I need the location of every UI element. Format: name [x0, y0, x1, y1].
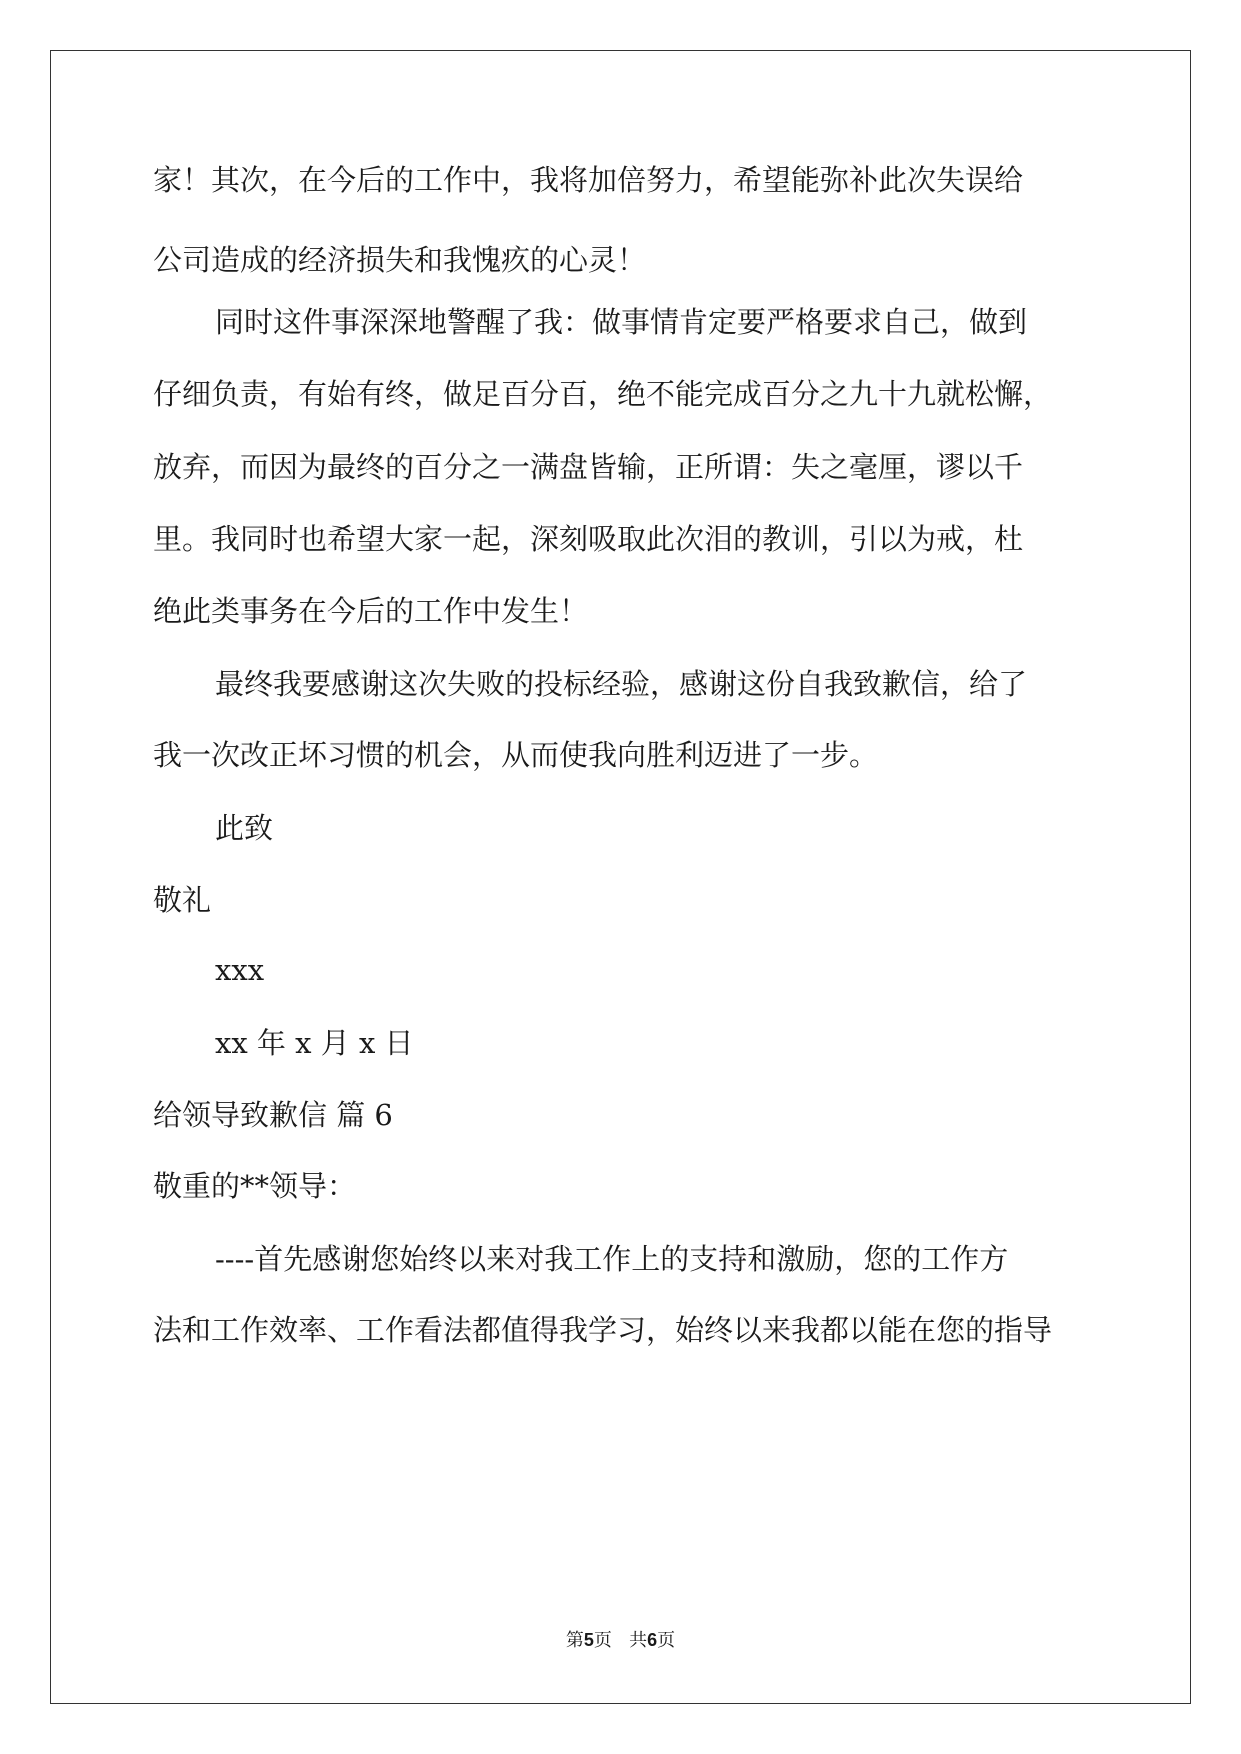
page-border: [50, 50, 1191, 1704]
paragraph-line: 绝此类事务在今后的工作中发生！: [153, 594, 589, 628]
footer-mid: 页 共: [593, 1630, 648, 1651]
page-footer: [0, 1628, 1241, 1653]
footer-suffix: 页: [657, 1630, 676, 1651]
footer-page-number: 5: [583, 1630, 594, 1650]
paragraph-line: 家！其次，在今后的工作中，我将加倍努力，希望能弥补此次失误给: [153, 163, 1024, 197]
signature-name: xxx: [215, 953, 265, 987]
letter-greeting: 敬重的**领导：: [153, 1169, 357, 1203]
paragraph-line: 仔细负责，有始有终，做足百分百，绝不能完成百分之九十九就松懈，: [153, 377, 1053, 411]
paragraph-line: 里。我同时也希望大家一起，深刻吸取此次泪的教训，引以为戒，杜: [153, 522, 1024, 556]
paragraph-line: ----首先感谢您始终以来对我工作上的支持和激励，您的工作方: [215, 1242, 1009, 1276]
closing-regards: 敬礼: [153, 883, 212, 917]
signature-date: xx 年 x 月 x 日: [215, 1026, 414, 1060]
paragraph-line: 同时这件事深深地警醒了我：做事情肯定要严格要求自己，做到: [215, 305, 1028, 339]
footer-prefix: 第: [565, 1630, 584, 1651]
paragraph-line: 我一次改正坏习惯的机会，从而使我向胜利迈进了一步。: [153, 738, 879, 772]
paragraph-line: 最终我要感谢这次失败的投标经验，感谢这份自我致歉信，给了: [215, 667, 1028, 701]
section-heading: 给领导致歉信 篇 6: [153, 1098, 393, 1132]
closing-salutation: 此致: [215, 811, 274, 845]
paragraph-line: 法和工作效率、工作看法都值得我学习，始终以来我都以能在您的指导: [153, 1313, 1053, 1347]
paragraph-line: 放弃，而因为最终的百分之一满盘皆输，正所谓：失之毫厘，谬以千: [153, 450, 1024, 484]
paragraph-line: 公司造成的经济损失和我愧疚的心灵！: [153, 243, 647, 277]
footer-total-pages: 6: [647, 1630, 658, 1650]
